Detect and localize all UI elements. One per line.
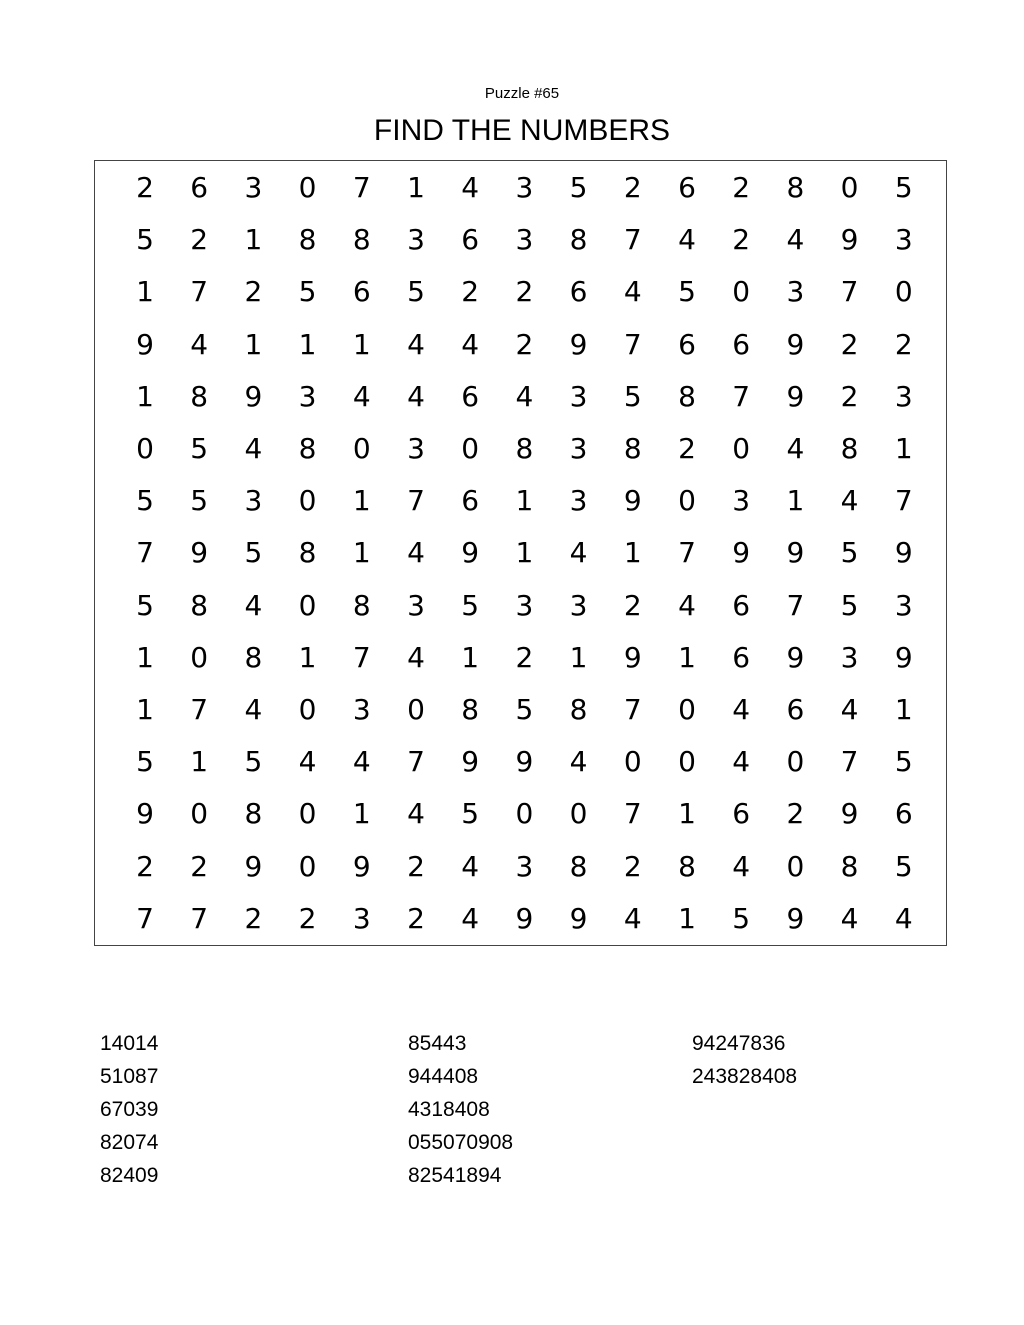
grid-cell[interactable]: 7 xyxy=(678,536,696,570)
word-list-item: 14014 xyxy=(100,1032,159,1055)
grid-cell[interactable]: 9 xyxy=(515,745,534,779)
grid-cell[interactable]: 3 xyxy=(569,484,588,518)
grid-cell[interactable]: 4 xyxy=(623,275,642,309)
grid-row xyxy=(95,429,946,469)
grid-cell[interactable]: 6 xyxy=(894,797,913,831)
grid-cell[interactable]: 0 xyxy=(298,588,317,622)
grid-cell[interactable]: 8 xyxy=(190,588,209,622)
grid-cell[interactable]: 1 xyxy=(136,379,154,413)
grid-row xyxy=(95,794,946,834)
grid-cell[interactable]: 7 xyxy=(190,693,209,726)
grid-cell[interactable]: 1 xyxy=(569,640,588,674)
grid-cell[interactable]: 3 xyxy=(894,223,913,257)
grid-cell[interactable]: 9 xyxy=(894,640,913,674)
grid-cell[interactable]: 8 xyxy=(840,432,859,465)
grid-cell[interactable]: 9 xyxy=(136,797,154,831)
grid-cell[interactable]: 7 xyxy=(190,901,209,935)
grid-cell[interactable]: 9 xyxy=(732,536,751,570)
grid-cell[interactable]: 8 xyxy=(244,797,263,831)
grid-cell[interactable]: 4 xyxy=(461,171,480,204)
grid-row xyxy=(95,533,946,573)
grid-cell[interactable]: 1 xyxy=(352,484,371,518)
grid-cell[interactable]: 3 xyxy=(515,171,534,204)
grid-cell[interactable]: 3 xyxy=(569,432,588,465)
grid-cell[interactable]: 5 xyxy=(298,275,317,309)
grid-cell[interactable]: 2 xyxy=(407,849,425,883)
grid-cell[interactable]: 2 xyxy=(136,849,154,883)
grid-cell[interactable]: 2 xyxy=(515,275,534,309)
word-list-item: 85443 xyxy=(408,1032,467,1055)
grid-cell[interactable]: 3 xyxy=(515,588,534,622)
grid-cell[interactable]: 0 xyxy=(190,640,209,674)
grid-cell[interactable]: 1 xyxy=(461,640,480,674)
grid-cell[interactable]: 4 xyxy=(840,693,859,726)
grid-row xyxy=(95,638,946,678)
grid-cell[interactable]: 5 xyxy=(136,588,154,622)
word-list-item: 94247836 xyxy=(692,1032,786,1055)
grid-cell[interactable]: 9 xyxy=(190,536,209,570)
grid-cell[interactable]: 8 xyxy=(515,432,534,465)
grid-cell[interactable]: 6 xyxy=(678,171,696,204)
grid-cell[interactable]: 4 xyxy=(732,693,751,726)
grid-cell[interactable]: 9 xyxy=(352,849,371,883)
grid-cell[interactable]: 9 xyxy=(786,640,805,674)
grid-cell[interactable]: 4 xyxy=(407,327,425,361)
grid-cell[interactable]: 1 xyxy=(678,901,696,935)
grid-cell[interactable]: 1 xyxy=(623,536,642,570)
grid-cell[interactable]: 8 xyxy=(840,849,859,883)
grid-cell[interactable]: 5 xyxy=(840,588,859,622)
grid-cell[interactable]: 8 xyxy=(678,849,696,883)
grid-cell[interactable]: 1 xyxy=(352,327,371,361)
word-list-item: 82541894 xyxy=(408,1164,502,1187)
grid-cell[interactable]: 7 xyxy=(352,640,371,674)
number-grid xyxy=(94,160,947,946)
grid-cell[interactable]: 4 xyxy=(298,745,317,779)
grid-cell[interactable]: 0 xyxy=(136,432,154,465)
grid-cell[interactable]: 4 xyxy=(569,745,588,779)
grid-cell[interactable]: 4 xyxy=(569,536,588,570)
grid-cell[interactable]: 4 xyxy=(732,849,751,883)
word-list-item: 82409 xyxy=(100,1164,159,1187)
grid-cell[interactable]: 1 xyxy=(515,536,534,570)
grid-cell[interactable]: 0 xyxy=(569,797,588,831)
grid-cell[interactable]: 2 xyxy=(840,327,859,361)
grid-row xyxy=(95,847,946,887)
grid-cell[interactable]: 2 xyxy=(894,327,913,361)
grid-cell[interactable]: 0 xyxy=(190,797,209,831)
grid-cell[interactable]: 9 xyxy=(136,327,154,361)
grid-cell[interactable]: 1 xyxy=(894,432,913,465)
grid-cell[interactable]: 8 xyxy=(786,171,805,204)
grid-cell[interactable]: 3 xyxy=(244,484,263,518)
word-list-column-3 xyxy=(692,1027,797,1093)
grid-cell[interactable]: 6 xyxy=(786,693,805,726)
grid-cell[interactable]: 0 xyxy=(352,432,371,465)
grid-cell[interactable]: 4 xyxy=(244,588,263,622)
grid-cell[interactable]: 5 xyxy=(840,536,859,570)
grid-cell[interactable]: 9 xyxy=(623,484,642,518)
grid-row xyxy=(95,481,946,521)
grid-cell[interactable]: 1 xyxy=(244,327,263,361)
grid-cell[interactable]: 8 xyxy=(298,223,317,257)
grid-cell[interactable]: 5 xyxy=(894,745,913,779)
grid-cell[interactable]: 2 xyxy=(298,901,317,935)
grid-cell[interactable]: 4 xyxy=(407,536,425,570)
grid-cell[interactable]: 0 xyxy=(298,693,317,726)
grid-cell[interactable]: 3 xyxy=(352,693,371,726)
grid-cell[interactable]: 1 xyxy=(298,640,317,674)
grid-cell[interactable]: 6 xyxy=(569,275,588,309)
grid-cell[interactable]: 3 xyxy=(298,379,317,413)
grid-cell[interactable]: 2 xyxy=(732,171,751,204)
grid-cell[interactable]: 7 xyxy=(623,223,642,257)
grid-cell[interactable]: 0 xyxy=(298,797,317,831)
grid-cell[interactable]: 8 xyxy=(190,379,209,413)
grid-cell[interactable]: 2 xyxy=(623,171,642,204)
grid-cell[interactable]: 5 xyxy=(623,379,642,413)
grid-cell[interactable]: 4 xyxy=(461,901,480,935)
grid-cell[interactable]: 6 xyxy=(461,484,480,518)
grid-cell[interactable]: 0 xyxy=(894,275,913,309)
grid-cell[interactable]: 9 xyxy=(894,536,913,570)
grid-cell[interactable]: 3 xyxy=(244,171,263,204)
puzzle-number: Puzzle #65 xyxy=(484,85,560,102)
grid-cell[interactable]: 4 xyxy=(732,745,751,779)
grid-cell[interactable]: 6 xyxy=(732,797,751,831)
grid-cell[interactable]: 4 xyxy=(678,223,696,257)
grid-cell[interactable]: 2 xyxy=(786,797,805,831)
grid-cell[interactable]: 7 xyxy=(352,171,371,204)
grid-cell[interactable]: 0 xyxy=(732,432,751,465)
word-list-column-2 xyxy=(408,1027,513,1192)
grid-cell[interactable]: 4 xyxy=(352,745,371,779)
grid-cell[interactable]: 9 xyxy=(786,327,805,361)
grid-cell[interactable]: 0 xyxy=(515,797,534,831)
grid-cell[interactable]: 1 xyxy=(136,693,154,726)
grid-cell[interactable]: 2 xyxy=(840,379,859,413)
grid-cell[interactable]: 7 xyxy=(136,536,154,570)
grid-cell[interactable]: 6 xyxy=(461,223,480,257)
grid-cell[interactable]: 1 xyxy=(894,693,913,726)
grid-cell[interactable]: 2 xyxy=(623,849,642,883)
grid-cell[interactable]: 1 xyxy=(244,223,263,257)
grid-cell[interactable]: 8 xyxy=(569,223,588,257)
grid-cell[interactable]: 9 xyxy=(461,745,480,779)
grid-cell[interactable]: 8 xyxy=(298,432,317,465)
grid-cell[interactable]: 3 xyxy=(732,484,751,518)
grid-cell[interactable]: 5 xyxy=(136,484,154,518)
grid-cell[interactable]: 8 xyxy=(623,432,642,465)
word-list-item: 055070908 xyxy=(408,1131,514,1154)
word-list-item: 4318408 xyxy=(408,1098,490,1121)
grid-cell[interactable]: 6 xyxy=(678,327,696,361)
grid-row xyxy=(95,690,946,730)
grid-row xyxy=(95,899,946,939)
grid-cell[interactable]: 9 xyxy=(244,379,263,413)
grid-cell[interactable]: 5 xyxy=(136,745,154,779)
grid-cell[interactable]: 6 xyxy=(352,275,371,309)
grid-cell[interactable]: 4 xyxy=(244,432,263,465)
grid-cell[interactable]: 4 xyxy=(407,640,425,674)
grid-row xyxy=(95,220,946,260)
grid-cell[interactable]: 8 xyxy=(461,693,480,726)
grid-cell[interactable]: 6 xyxy=(461,379,480,413)
word-list-column-1 xyxy=(100,1027,158,1192)
grid-cell[interactable]: 0 xyxy=(732,275,751,309)
grid-cell[interactable]: 5 xyxy=(190,484,209,518)
grid-cell[interactable]: 4 xyxy=(515,379,534,413)
grid-cell[interactable]: 3 xyxy=(840,640,859,674)
grid-cell[interactable]: 4 xyxy=(786,432,805,465)
grid-cell[interactable]: 3 xyxy=(407,223,425,257)
grid-cell[interactable]: 7 xyxy=(840,745,859,779)
grid-row xyxy=(95,325,946,365)
grid-row xyxy=(95,272,946,312)
grid-cell[interactable]: 0 xyxy=(298,171,317,204)
grid-row xyxy=(95,586,946,626)
grid-cell[interactable]: 3 xyxy=(569,588,588,622)
grid-cell[interactable]: 5 xyxy=(407,275,425,309)
grid-cell[interactable]: 4 xyxy=(840,901,859,935)
grid-row xyxy=(95,168,946,208)
grid-cell[interactable]: 1 xyxy=(190,745,209,779)
grid-cell[interactable]: 2 xyxy=(407,901,425,935)
grid-cell[interactable]: 1 xyxy=(786,484,805,518)
grid-cell[interactable]: 3 xyxy=(515,849,534,883)
grid-cell[interactable]: 7 xyxy=(623,327,642,361)
grid-cell[interactable]: 8 xyxy=(352,223,371,257)
word-list-item: 243828408 xyxy=(692,1065,798,1088)
grid-cell[interactable]: 2 xyxy=(461,275,480,309)
grid-row xyxy=(95,377,946,417)
grid-cell[interactable]: 5 xyxy=(894,849,913,883)
grid-cell[interactable]: 8 xyxy=(569,849,588,883)
grid-cell[interactable]: 9 xyxy=(840,223,859,257)
grid-cell[interactable]: 9 xyxy=(840,797,859,831)
grid-cell[interactable]: 2 xyxy=(678,432,696,465)
grid-cell[interactable]: 2 xyxy=(190,849,209,883)
grid-cell[interactable]: 7 xyxy=(136,901,154,935)
grid-cell[interactable]: 4 xyxy=(352,379,371,413)
grid-cell[interactable]: 3 xyxy=(569,379,588,413)
grid-cell[interactable]: 1 xyxy=(136,275,154,309)
grid-cell[interactable]: 6 xyxy=(732,327,751,361)
grid-cell[interactable]: 5 xyxy=(569,171,588,204)
grid-cell[interactable]: 6 xyxy=(732,640,751,674)
grid-cell[interactable]: 4 xyxy=(407,379,425,413)
grid-cell[interactable]: 7 xyxy=(840,275,859,309)
grid-cell[interactable]: 4 xyxy=(786,223,805,257)
grid-cell[interactable]: 3 xyxy=(407,588,425,622)
grid-cell[interactable]: 7 xyxy=(407,745,425,779)
grid-cell[interactable]: 4 xyxy=(678,588,696,622)
grid-cell[interactable]: 5 xyxy=(894,171,913,204)
grid-row xyxy=(95,742,946,782)
grid-cell[interactable]: 7 xyxy=(732,379,751,413)
grid-cell[interactable]: 1 xyxy=(678,640,696,674)
grid-cell[interactable]: 4 xyxy=(623,901,642,935)
grid-cell[interactable]: 4 xyxy=(461,849,480,883)
grid-cell[interactable]: 7 xyxy=(894,484,913,518)
grid-cell[interactable]: 8 xyxy=(569,693,588,726)
grid-cell[interactable]: 0 xyxy=(298,484,317,518)
word-list-item: 67039 xyxy=(100,1098,159,1121)
page-title: FIND THE NUMBERS xyxy=(373,114,671,147)
grid-cell[interactable]: 7 xyxy=(623,693,642,726)
grid-cell[interactable]: 5 xyxy=(732,901,751,935)
grid-cell[interactable]: 2 xyxy=(732,223,751,257)
grid-cell[interactable]: 8 xyxy=(298,536,317,570)
grid-cell[interactable]: 2 xyxy=(244,275,263,309)
grid-cell[interactable]: 0 xyxy=(298,849,317,883)
grid-cell[interactable]: 9 xyxy=(569,901,588,935)
grid-cell[interactable]: 6 xyxy=(190,171,209,204)
grid-cell[interactable]: 7 xyxy=(623,797,642,831)
grid-cell[interactable]: 0 xyxy=(786,849,805,883)
grid-cell[interactable]: 9 xyxy=(569,327,588,361)
grid-cell[interactable]: 7 xyxy=(407,484,425,518)
grid-cell[interactable]: 1 xyxy=(136,640,154,674)
grid-cell[interactable]: 1 xyxy=(352,797,371,831)
grid-cell[interactable]: 3 xyxy=(515,223,534,257)
grid-cell[interactable]: 4 xyxy=(244,693,263,726)
grid-cell[interactable]: 9 xyxy=(786,379,805,413)
grid-cell[interactable]: 1 xyxy=(352,536,371,570)
grid-cell[interactable]: 3 xyxy=(894,379,913,413)
grid-cell[interactable]: 1 xyxy=(298,327,317,361)
grid-cell[interactable]: 2 xyxy=(515,640,534,674)
grid-cell[interactable]: 8 xyxy=(352,588,371,622)
grid-cell[interactable]: 8 xyxy=(678,379,696,413)
grid-cell[interactable]: 0 xyxy=(678,693,696,726)
grid-cell[interactable]: 2 xyxy=(623,588,642,622)
word-list-item: 82074 xyxy=(100,1131,159,1154)
grid-cell[interactable]: 2 xyxy=(136,171,154,204)
grid-cell[interactable]: 2 xyxy=(244,901,263,935)
grid-cell[interactable]: 0 xyxy=(407,693,425,726)
grid-cell[interactable]: 4 xyxy=(840,484,859,518)
grid-cell[interactable]: 5 xyxy=(461,797,480,831)
word-list-item: 51087 xyxy=(100,1065,159,1088)
grid-cell[interactable]: 3 xyxy=(352,901,371,935)
grid-cell[interactable]: 8 xyxy=(244,640,263,674)
grid-cell[interactable]: 7 xyxy=(190,275,209,309)
grid-cell[interactable]: 9 xyxy=(461,536,480,570)
grid-cell[interactable]: 4 xyxy=(461,327,480,361)
grid-cell[interactable]: 5 xyxy=(136,223,154,257)
grid-cell[interactable]: 1 xyxy=(678,797,696,831)
grid-cell[interactable]: 5 xyxy=(461,588,480,622)
grid-cell[interactable]: 9 xyxy=(786,901,805,935)
grid-cell[interactable]: 9 xyxy=(515,901,534,935)
grid-cell[interactable]: 0 xyxy=(786,745,805,779)
grid-cell[interactable]: 4 xyxy=(190,327,209,361)
grid-cell[interactable]: 4 xyxy=(894,901,913,935)
grid-cell[interactable]: 0 xyxy=(623,745,642,779)
grid-cell[interactable]: 0 xyxy=(461,432,480,465)
grid-cell[interactable]: 6 xyxy=(732,588,751,622)
grid-cell[interactable]: 3 xyxy=(407,432,425,465)
word-list-item: 944408 xyxy=(408,1065,479,1088)
grid-cell[interactable]: 1 xyxy=(515,484,534,518)
grid-cell[interactable]: 2 xyxy=(515,327,534,361)
grid-cell[interactable]: 9 xyxy=(786,536,805,570)
grid-cell[interactable]: 5 xyxy=(244,536,263,570)
grid-cell[interactable]: 0 xyxy=(840,171,859,204)
grid-cell[interactable]: 3 xyxy=(894,588,913,622)
grid-cell[interactable]: 9 xyxy=(244,849,263,883)
grid-cell[interactable]: 0 xyxy=(678,745,696,779)
grid-cell[interactable]: 3 xyxy=(786,275,805,309)
grid-cell[interactable]: 5 xyxy=(678,275,696,309)
grid-cell[interactable]: 5 xyxy=(244,745,263,779)
grid-cell[interactable]: 5 xyxy=(190,432,209,465)
grid-cell[interactable]: 0 xyxy=(678,484,696,518)
grid-cell[interactable]: 7 xyxy=(786,588,805,622)
grid-cell[interactable]: 5 xyxy=(515,693,534,726)
grid-cell[interactable]: 2 xyxy=(190,223,209,257)
grid-cell[interactable]: 1 xyxy=(407,171,425,204)
grid-cell[interactable]: 4 xyxy=(407,797,425,831)
grid-cell[interactable]: 9 xyxy=(623,640,642,674)
